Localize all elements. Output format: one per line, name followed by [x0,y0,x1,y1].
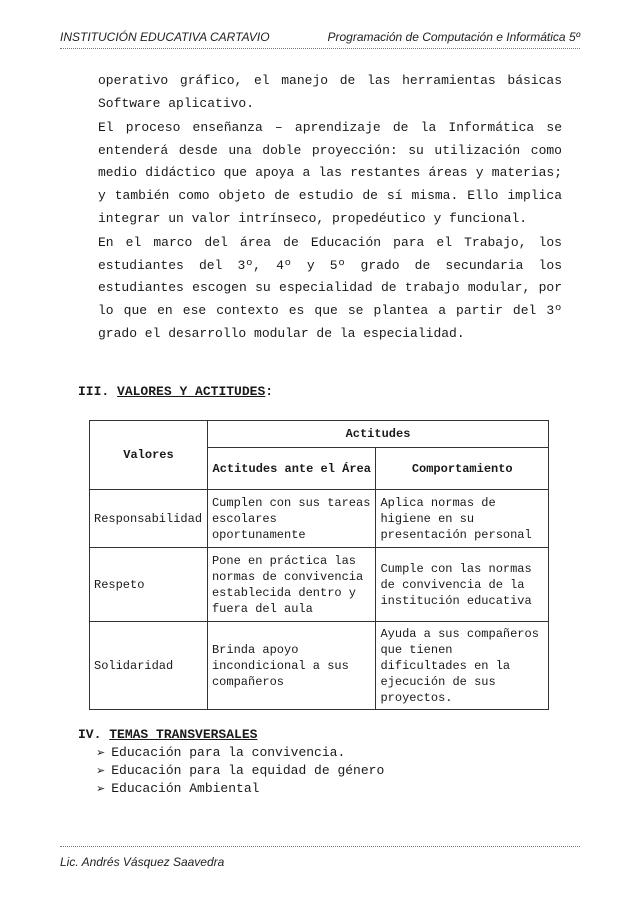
header-institution: INSTITUCIÓN EDUCATIVA CARTAVIO [60,30,270,44]
footer-rule [60,846,580,847]
list-item: ➢ Educación para la equidad de género [96,763,385,778]
valor-cell: Respeto [90,548,208,622]
section-number: III. [78,384,110,399]
section-title: VALORES Y ACTITUDES [117,384,266,399]
header-area: Actitudes ante el Área [207,448,375,490]
header-valores: Valores [90,421,208,490]
valor-cell: Solidaridad [90,622,208,710]
paragraph-1: operativo gráfico, el manejo de las herramientas básicas Software aplicativo. [98,73,562,111]
topics-list [96,744,384,798]
comportamiento-cell: Aplica normas de higiene en su presentación personal [376,490,549,548]
area-cell: Cumplen con sus tareas escolares oportunamente [207,490,375,548]
list-item: ➢ Educación Ambiental [96,781,260,796]
area-cell: Brinda apoyo incondicional a sus compañeros [207,622,375,710]
header-course: Programación de Computación e Informática 5º [327,30,580,44]
valor-cell: Responsabilidad [90,490,208,548]
header-actitudes: Actitudes [207,421,548,448]
header-rule [60,48,580,49]
page-footer: Lic. Andrés Vásquez Saavedra [60,855,225,869]
table-row [90,622,549,710]
paragraph-3: En el marco del área de Educación para el Trabajo, los estudiantes del 3º, 4º y 5º grado de secundaria los estudiantes escogen su especialidad de trabajo modular, por lo que en ese contexto es que se plantea a partir del 3º grado el desarrollo modular de la especialidad. [98,235,562,341]
section-title: TEMAS TRANSVERSALES [109,727,258,742]
arrow-bullet-icon: ➢ [96,764,106,777]
header-comportamiento: Comportamiento [376,448,549,490]
table-row [90,490,549,548]
section-topics-heading [78,727,257,743]
table-row [90,548,549,622]
area-cell: Pone en práctica las normas de convivencia establecida dentro y fuera del aula [207,548,375,622]
arrow-bullet-icon: ➢ [96,746,106,759]
comportamiento-cell: Cumple con las normas de convivencia de la institución educativa [376,548,549,622]
section-colon: : [265,384,274,399]
arrow-bullet-icon: ➢ [96,782,106,795]
list-item: ➢ Educación para la convivencia. [96,745,346,760]
comportamiento-cell: Ayuda a sus compañeros que tienen dificultades en la ejecución de sus proyectos. [376,622,549,710]
values-table [89,420,549,710]
section-number: IV. [78,727,102,742]
paragraph-2: El proceso enseñanza – aprendizaje de la Informática se entenderá desde una doble proyección: su utilización como medio didáctico que apoya a las restantes áreas y materias; y también como objeto de estudio de sí misma. Ello implica integrar un valor intrínseco, propedéutico y funcional. [98,120,562,226]
section-values-heading [78,384,273,400]
